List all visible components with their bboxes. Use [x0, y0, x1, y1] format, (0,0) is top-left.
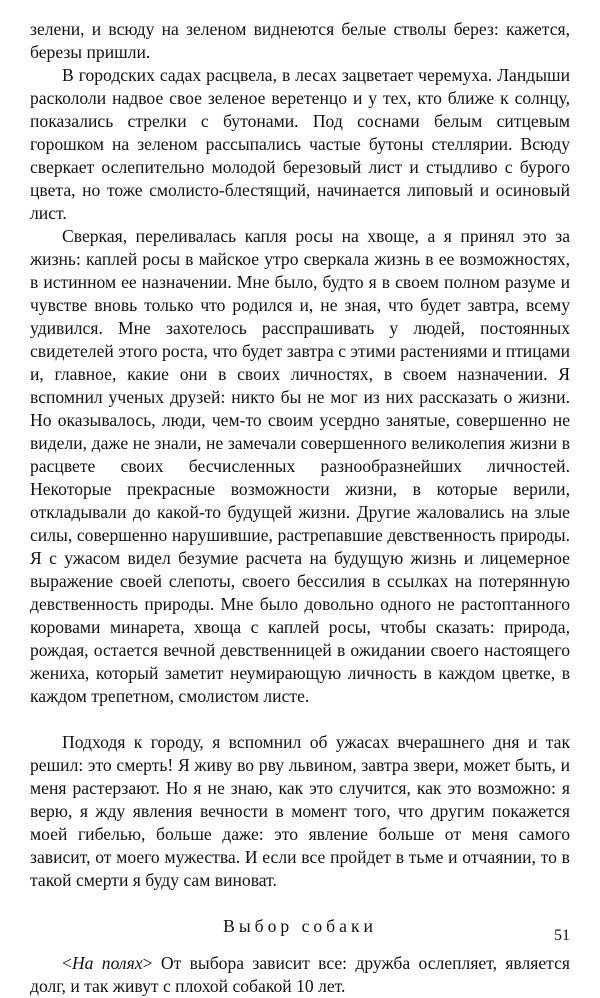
- paragraph-2: В городских садах расцвела, в лесах зацветает черемуха. Ландыши раскололи надвое свое зеленое веретенцо и у тех, кто ближе к солнцу, показались стрелки с бутонами. Под соснами белым ситцевым горошком на зеленом рассыпались частые бутоны стеллярии. Всюду сверкает ослепительно молодой березовый лист и стыдливо с бурого цвета, но тоже смолисто-блестящий, начинается липовый и осиновый лист.: [30, 65, 570, 223]
- paragraph-4: Подходя к городу, я вспомнил об ужасах вчерашнего дня и так решил: это смерть! Я живу во рву львином, завтра звери, может быть, и меня растерзают. Но я не знаю, как это случится, как это возможно: я верю, я жду явления вечности в момент того, что другим покажется моей гибелью, больше даже: это явление больше от меня самого зависит, от моего мужества. И если все пройдет в тьме и отчаянии, то в такой смерти я буду сам виноват.: [30, 732, 570, 890]
- margin-note-open: <: [62, 953, 72, 973]
- page-number: 51: [554, 927, 570, 944]
- margin-note-close: >: [142, 953, 153, 973]
- paragraph-gap: [30, 708, 570, 731]
- section-paragraph-text: От выбора зависит все: дружба ослепляет, является долг, и так живут с плохой собакой 10 лет.: [30, 953, 570, 996]
- section-paragraph: [30, 952, 570, 998]
- paragraph-3: Сверкая, переливалась капля росы на хвоще, а я принял это за жизнь: каплей росы в майское утро сверкала жизнь в ее возможностях, в истинном ее назначении. Мне было, будто я в своем полном разуме и чувстве вновь только что родился и, не зная, что будет завтра, всему удивился. Мне захотелось расспрашивать у людей, постоянных свидетелей этого роста, что будет завтра с этими растениями и птицами и, главное, какие они в своих личностях, в своем назначении. Я вспомнил ученых друзей: никто бы не мог из них рассказать о жизни. Но оказывалось, люди, чем-то своим усердно занятые, совершенно не видели, даже не знали, не замечали совершенного великолепия жизни в расцвете своих бесчисленных разнообразнейших личностей. Некоторые прекрасные возможности жизни, в которые верили, откладывали до какой-то будущей жизни. Другие жаловались на злые силы, совершенно нарушившие, растрепавшие девственность природы. Я с ужасом видел безумие расчета на будущую жизнь и лицемерное выражение своей слепоты, своего бессилия в ссылках на потерянную девственность природы. Мне было довольно одного не растоптанного коровами минарета, хвоща с каплей росы, чтобы сказать: природа, рождая, остается вечной девственницей в ожидании своего настоящего жениха, который заметит неумирающую личность в каждом цветке, в каждом трепетном, смолистом листе.: [30, 226, 570, 706]
- section-title: Выбор собаки: [223, 916, 377, 936]
- margin-note-label: На полях: [71, 953, 143, 973]
- paragraph-1: зелени, и всюду на зеленом виднеются белые стволы берез: кажется, березы пришли.: [30, 19, 570, 62]
